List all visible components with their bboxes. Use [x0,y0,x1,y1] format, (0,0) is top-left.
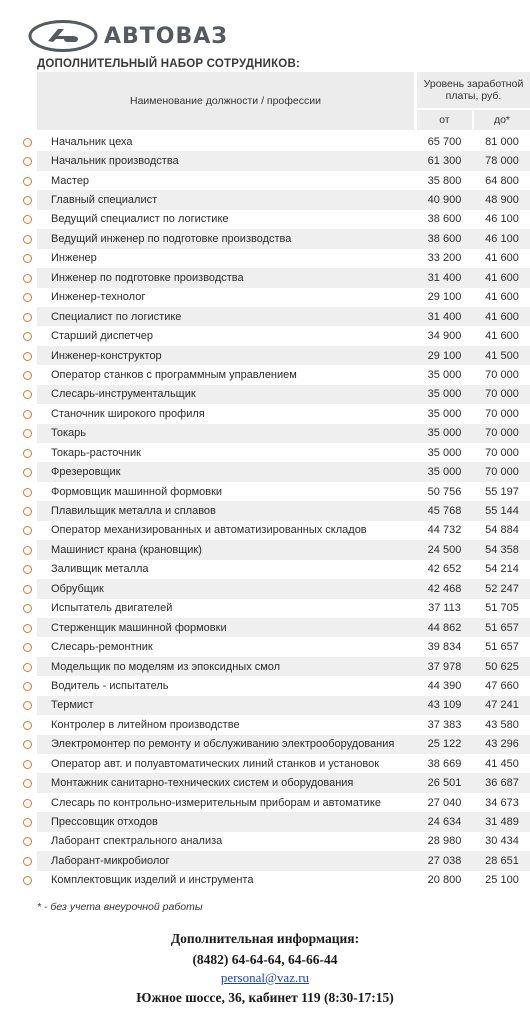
position-name: Электромонтер по ремонту и обслуживанию электрооборудования [51,738,395,751]
table-row [37,599,530,618]
position-name: Токарь [51,427,86,440]
position-name: Токарь-расточник [51,446,141,459]
table-row [37,307,530,326]
table-row [37,268,530,287]
salary-from: 27 040 [427,796,462,809]
table-row [37,171,530,190]
position-name: Обрубщик [51,582,104,595]
table-row [37,482,530,501]
position-name: Инженер-технолог [51,291,146,304]
salary-to: 43 580 [485,718,519,731]
table-row [37,715,530,734]
bullet-circle-icon [23,546,32,555]
salary-from: 26 501 [427,777,462,790]
bullet-circle-icon [23,604,32,613]
salary-to: 55 197 [485,485,519,498]
bullet-circle-icon [23,468,32,477]
salary-to: 41 600 [485,330,519,343]
salary-from: 24 634 [427,816,462,829]
column-header-to: до* [474,110,530,130]
bullet-circle-icon [23,760,32,769]
bullet-circle-icon [23,488,32,497]
salary-from: 61 300 [427,155,462,168]
bullet-circle-icon [23,857,32,866]
bullet-circle-icon [23,507,32,516]
table-row [37,521,530,540]
table-row [37,637,530,656]
salary-to: 51 657 [485,621,519,634]
table-row [37,793,530,812]
salary-from: 31 400 [427,310,462,323]
lada-logo-icon [28,19,98,53]
table-row [37,288,530,307]
salary-to: 41 600 [485,291,519,304]
bullet-circle-icon [23,429,32,438]
bullet-circle-icon [23,779,32,788]
bullet-circle-icon [23,663,32,672]
column-header-from: от [417,110,472,130]
bullet-circle-icon [23,449,32,458]
bullet-circle-icon [23,565,32,574]
table-row [37,346,530,365]
table-row [37,151,530,170]
salary-to: 46 100 [485,232,519,245]
salary-to: 52 247 [485,582,519,595]
salary-to: 47 660 [485,679,519,692]
position-name: Начальник производства [51,155,179,168]
position-name: Начальник цеха [51,135,133,148]
salary-to: 70 000 [485,446,519,459]
position-name: Прессовщик отходов [51,816,158,829]
bullet-circle-icon [23,371,32,380]
salary-from: 29 100 [427,349,462,362]
table-row [37,754,530,773]
salary-from: 37 383 [427,718,462,731]
bullet-circle-icon [23,177,32,186]
salary-to: 34 673 [485,796,519,809]
header [28,18,228,54]
salary-to: 41 500 [485,349,519,362]
bullet-circle-icon [23,585,32,594]
info-address: Южное шоссе, 36, кабинет 119 (8:30-17:15) [136,990,394,1005]
salary-from: 38 600 [427,213,462,226]
position-name: Монтажник санитарно-технических систем и оборудования [51,777,354,790]
bullet-circle-icon [23,701,32,710]
salary-to: 46 100 [485,213,519,226]
position-name: Заливщик металла [51,563,149,576]
salary-to: 54 358 [485,543,519,556]
salary-to: 41 600 [485,252,519,265]
table-row [37,424,530,443]
bullet-circle-icon [23,526,32,535]
bullet-circle-icon [23,390,32,399]
position-name: Специалист по логистике [51,310,182,323]
salary-to: 81 000 [485,135,519,148]
position-name: Оператор механизированных и автоматизированных складов [51,524,367,537]
salary-to: 78 000 [485,155,519,168]
position-name: Термист [51,699,94,712]
bullet-circle-icon [23,682,32,691]
bullet-circle-icon [23,837,32,846]
position-name: Слесарь-инструментальщик [51,388,196,401]
position-name: Слесарь-ремонтник [51,641,153,654]
position-name: Модельщик по моделям из эпоксидных смол [51,660,281,673]
position-name: Ведущий инженер по подготовке производства [51,232,292,245]
salary-to: 54 884 [485,524,519,537]
table-row [37,735,530,754]
position-name: Мастер [51,174,90,187]
table-row [37,501,530,520]
salary-from: 29 100 [427,291,462,304]
table-row [37,385,530,404]
info-phone: (8482) 64-64-64, 64-66-44 [192,952,338,967]
salary-to: 48 900 [485,194,519,207]
salary-to: 36 687 [485,777,519,790]
info-email-link[interactable]: personal@vaz.ru [220,970,310,985]
section-title: ДОПОЛНИТЕЛЬНЫЙ НАБОР СОТРУДНИКОВ: [37,58,300,70]
salary-from: 45 768 [427,505,462,518]
position-name: Слесарь по контрольно-измерительным приборам и автоматике [51,796,381,809]
table-row [37,326,530,345]
salary-to: 41 450 [485,757,519,770]
salary-to: 51 705 [485,602,519,615]
salary-from: 35 800 [427,174,462,187]
position-name: Стерженщик машинной формовки [51,621,227,634]
position-name: Ведущий специалист по логистике [51,213,229,226]
salary-from: 43 109 [427,699,462,712]
info-title: Дополнительная информация: [170,931,360,946]
column-header-name: Наименование должности / профессии [37,72,414,130]
bullet-circle-icon [23,254,32,263]
salary-from: 35 000 [427,466,462,479]
table-row [37,871,530,890]
bullet-circle-icon [23,410,32,419]
bullet-circle-icon [23,313,32,322]
position-name: Инженер-конструктор [51,349,162,362]
bullet-circle-icon [23,799,32,808]
salary-to: 54 214 [485,563,519,576]
position-name: Станочник широкого профиля [51,407,205,420]
table-row [37,832,530,851]
table-row [37,210,530,229]
position-name: Лаборант-микробиолог [51,854,170,867]
bullet-circle-icon [23,643,32,652]
brand-name: АВТОВАЗ [104,23,228,49]
salary-table [37,72,530,887]
position-name: Формовщик машинной формовки [51,485,223,498]
table-row [37,696,530,715]
salary-from: 24 500 [427,543,462,556]
table-row [37,618,530,637]
table-row [37,462,530,481]
table-row [37,540,530,559]
table-row [37,579,530,598]
salary-to: 41 600 [485,271,519,284]
bullet-circle-icon [23,876,32,885]
salary-to: 47 241 [485,699,519,712]
position-name: Фрезеровщик [51,466,121,479]
salary-from: 38 600 [427,232,462,245]
salary-to: 31 489 [485,816,519,829]
salary-from: 38 669 [427,757,462,770]
salary-to: 51 657 [485,641,519,654]
salary-from: 50 756 [427,485,462,498]
position-name: Контролер в литейном производстве [51,718,240,731]
salary-from: 20 800 [427,874,462,887]
footnote: * - без учета внеурочной работы [37,901,203,913]
table-row [37,851,530,870]
position-name: Инженер [51,252,97,265]
table-row [37,365,530,384]
salary-from: 35 000 [427,388,462,401]
position-name: Комплектовщик изделий и инструмента [51,874,254,887]
table-row [37,560,530,579]
position-name: Главный специалист [51,194,158,207]
table-row [37,676,530,695]
salary-from: 35 000 [427,368,462,381]
table-row [37,657,530,676]
bullet-circle-icon [23,215,32,224]
bullet-circle-icon [23,235,32,244]
salary-from: 39 834 [427,641,462,654]
salary-to: 70 000 [485,466,519,479]
table-header [37,72,530,130]
bullet-circle-icon [23,818,32,827]
salary-to: 70 000 [485,368,519,381]
table-row [37,190,530,209]
salary-from: 42 652 [427,563,462,576]
salary-to: 43 296 [485,738,519,751]
salary-from: 37 113 [428,602,461,615]
salary-from: 44 390 [427,679,462,692]
bullet-circle-icon [23,157,32,166]
salary-from: 28 980 [427,835,462,848]
table-row [37,443,530,462]
bullet-circle-icon [23,138,32,147]
bullet-circle-icon [23,293,32,302]
salary-from: 37 978 [427,660,462,673]
bullet-circle-icon [23,624,32,633]
bullet-circle-icon [23,740,32,749]
salary-from: 35 000 [427,407,462,420]
salary-from: 33 200 [427,252,462,265]
salary-to: 41 600 [485,310,519,323]
bullet-circle-icon [23,352,32,361]
salary-from: 40 900 [427,194,462,207]
salary-to: 50 625 [485,660,519,673]
salary-to: 30 434 [485,835,519,848]
table-row [37,773,530,792]
position-name: Старший диспетчер [51,330,154,343]
salary-from: 31 400 [427,271,462,284]
position-name: Плавильщик металла и сплавов [51,505,216,518]
position-name: Машинист крана (крановщик) [51,543,202,556]
table-row [37,229,530,248]
salary-to: 70 000 [485,427,519,440]
table-row [37,132,530,151]
salary-to: 25 100 [485,874,519,887]
bullet-circle-icon [23,196,32,205]
salary-from: 27 038 [427,854,462,867]
salary-from: 65 700 [427,135,462,148]
position-name: Оператор станков с программным управлением [51,368,297,381]
bullet-circle-icon [23,332,32,341]
salary-from: 35 000 [427,427,462,440]
salary-from: 44 732 [427,524,462,537]
salary-to: 28 651 [485,854,519,867]
bullet-circle-icon [23,274,32,283]
salary-from: 34 900 [427,330,462,343]
table-row [37,249,530,268]
salary-from: 44 862 [427,621,462,634]
position-name: Инженер по подготовке производства [51,271,244,284]
salary-to: 70 000 [485,388,519,401]
table-body [37,132,530,890]
salary-from: 42 468 [427,582,462,595]
table-row [37,812,530,831]
salary-to: 70 000 [485,407,519,420]
bullet-circle-icon [23,721,32,730]
salary-to: 64 800 [485,174,519,187]
position-name: Водитель - испытатель [51,679,169,692]
salary-to: 55 144 [485,505,519,518]
position-name: Испытатель двигателей [51,602,173,615]
column-header-salary: Уровень заработной платы, руб. [417,72,530,108]
salary-from: 35 000 [427,446,462,459]
salary-from: 25 122 [427,738,462,751]
table-row [37,404,530,423]
position-name: Оператор авт. и полуавтоматических линий станков и установок [51,757,380,770]
position-name: Лаборант спектрального анализа [51,835,223,848]
